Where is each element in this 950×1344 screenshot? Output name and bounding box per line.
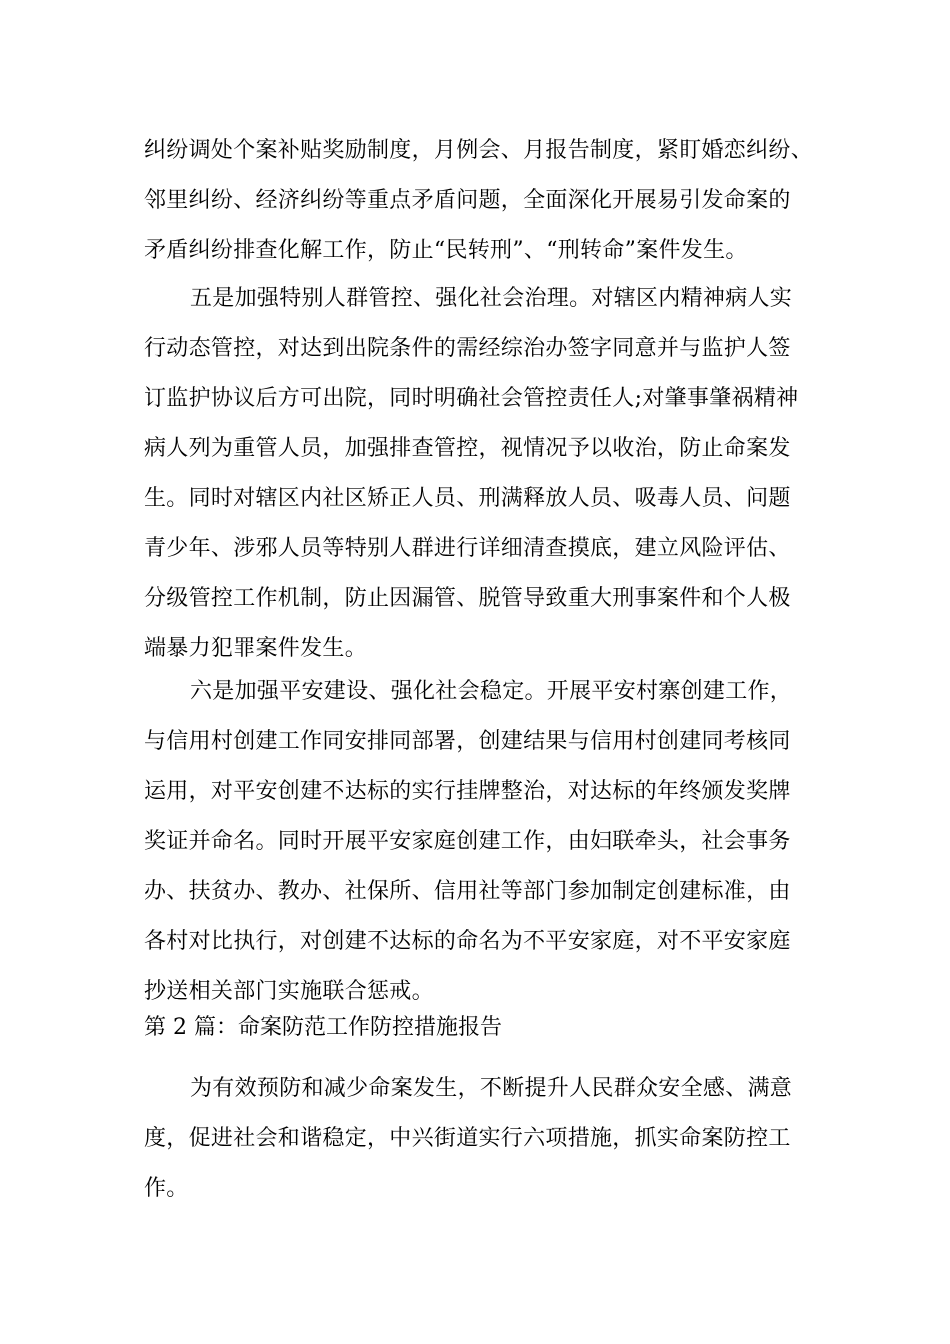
paragraph-intro (144, 1064, 824, 1214)
paragraph-line: 度，促进社会和谐稳定，中兴街道实行六项措施，抓实命案防控工 (144, 1126, 791, 1151)
paragraph-line: 为有效预防和减少命案发生，不断提升人民群众安全感、满意 (190, 1076, 793, 1101)
paragraph-line: 六是加强平安建设、强化社会稳定。开展平安村寨创建工作， (190, 679, 793, 704)
paragraph-line: 五是加强特别人群管控、强化社会治理。对辖区内精神病人实 (190, 286, 793, 311)
paragraph-line: 分级管控工作机制，防止因漏管、脱管导致重大刑事案件和个人极 (144, 586, 791, 611)
paragraph-line: 作。 (144, 1176, 189, 1201)
paragraph-line: 生。同时对辖区内社区矫正人员、刑满释放人员、吸毒人员、问题 (144, 486, 791, 511)
paragraph-section-six (144, 667, 824, 1017)
paragraph-line: 办、扶贫办、教办、社保所、信用社等部门参加制定创建标准，由 (144, 879, 791, 904)
paragraph-line: 奖证并命名。同时开展平安家庭创建工作，由妇联牵头，社会事务 (144, 829, 791, 854)
paragraph-line: 纠纷调处个案补贴奖励制度，月例会、月报告制度，紧盯婚恋纠纷、 (144, 138, 814, 163)
paragraph-line: 订监护协议后方可出院，同时明确社会管控责任人;对肇事肇祸精神 (144, 386, 799, 411)
paragraph-line: 青少年、涉邪人员等特别人群进行详细清查摸底，建立风险评估、 (144, 536, 791, 561)
paragraph-line: 运用，对平安创建不达标的实行挂牌整治，对达标的年终颁发奖牌 (144, 779, 791, 804)
paragraph-line: 矛盾纠纷排查化解工作，防止“民转刑”、“刑转命”案件发生。 (144, 238, 748, 263)
article-heading: 第 2 篇：命案防范工作防控措施报告 (144, 1015, 502, 1040)
paragraph-line: 病人列为重管人员，加强排查管控，视情况予以收治，防止命案发 (144, 436, 791, 461)
paragraph-line: 邻里纠纷、经济纠纷等重点矛盾问题，全面深化开展易引发命案的 (144, 188, 791, 213)
paragraph-continuation (144, 126, 824, 276)
paragraph-line: 抄送相关部门实施联合惩戒。 (144, 979, 434, 1004)
paragraph-line: 各村对比执行，对创建不达标的命名为不平安家庭，对不平安家庭 (144, 929, 791, 954)
paragraph-line: 端暴力犯罪案件发生。 (144, 636, 368, 661)
paragraph-section-five (144, 274, 824, 674)
paragraph-line: 行动态管控，对达到出院条件的需经综治办签字同意并与监护人签 (144, 336, 791, 361)
paragraph-line: 与信用村创建工作同安排同部署，创建结果与信用村创建同考核同 (144, 729, 791, 754)
